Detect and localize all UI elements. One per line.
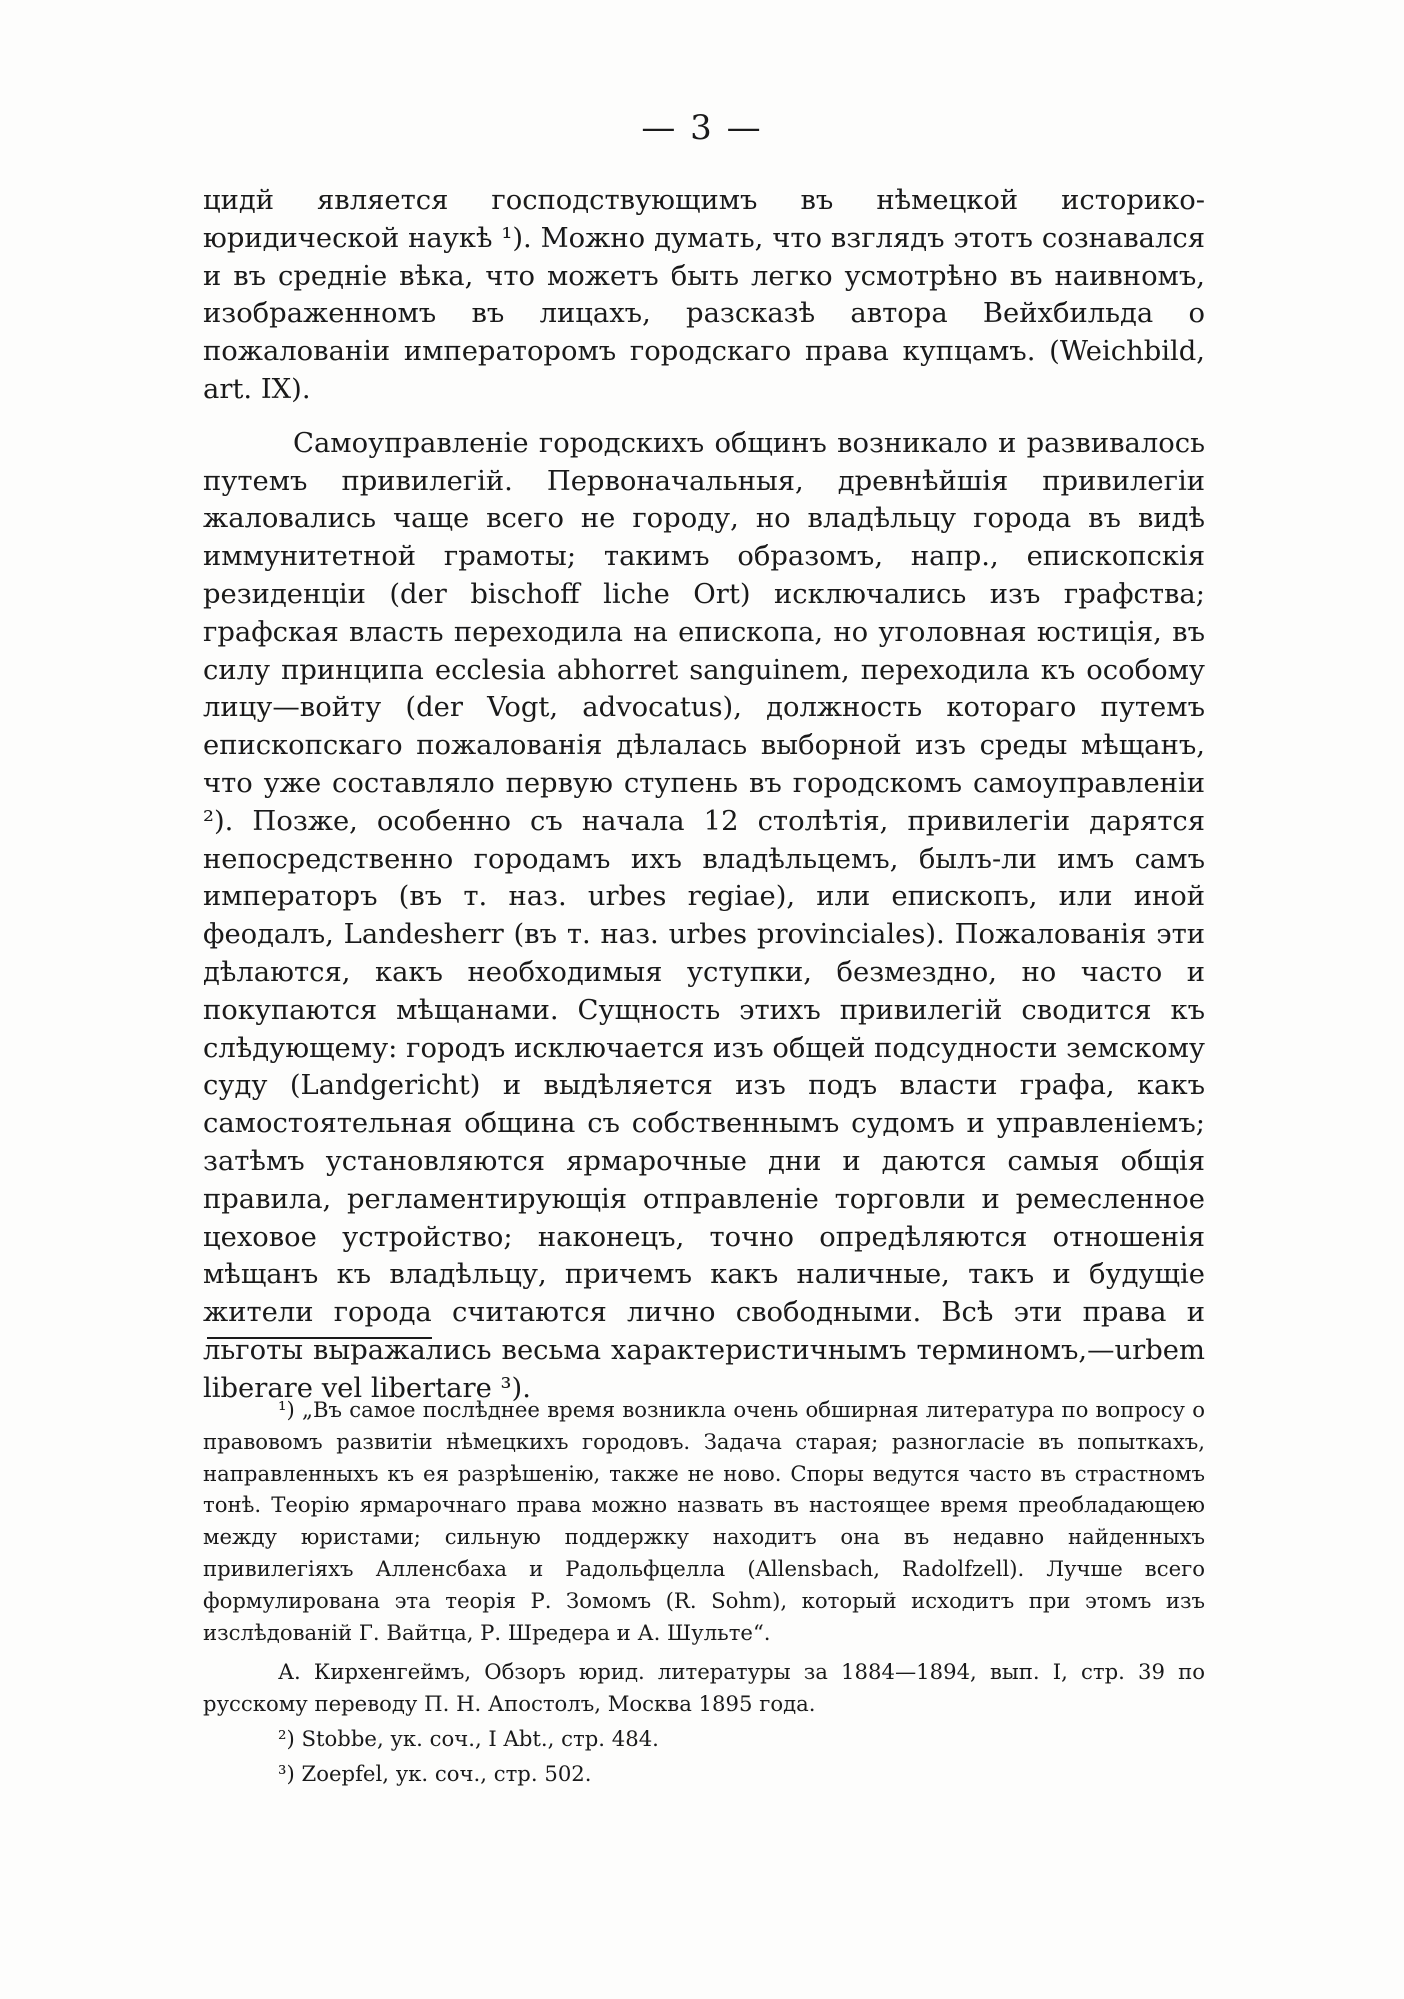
page-number: — 3 —	[641, 108, 763, 148]
footnote-1-source: А. Кирхенгеймъ, Обзоръ юрид. литературы за 1884—1894, вып. I, стр. 39 по русскому переводу П. Н. Апостолъ, Москва 1895 года.	[203, 1659, 1205, 1717]
paragraph-continuation: цидй является господствующимъ въ нѣмецкой историко-юридической наукѣ ¹). Можно думать, что взглядъ этотъ сознавался и въ средніе вѣка, что можетъ быть легко усмотрѣно въ наивномъ, изображенномъ въ лицахъ, разсказѣ автора Вейхбильда о пожалованіи императоромъ городскаго права купцамъ. (Weichbild, art. IX).	[203, 185, 1205, 405]
paragraph-self-government: Самоуправленіе городскихъ общинъ возникало и развивалось путемъ привилегій. Первоначальныя, древнѣйшія привилегіи жаловались чаще всего не городу, но владѣльцу города въ видѣ иммунитетной грамоты; такимъ образомъ, напр., епископскія резиденціи (der bischoff liche Ort) исключались изъ графства; графская власть переходила на епископа, но уголовная юстиція, въ силу принципа ecclesia abhorret sanguinem, переходила къ особому лицу—войту (der Vogt, advocatus), должность котораго путемъ епископскаго пожалованія дѣлалась выборной изъ среды мѣщанъ, что уже составляло первую ступень въ городскомъ самоуправленіи ²). Позже, особенно съ начала 12 столѣтія, привилегіи дарятся непосредственно городамъ ихъ владѣльцемъ, былъ-ли имъ самъ императоръ (въ т. наз. urbes regiae), или епископъ, или иной феодалъ, Landesherr (въ т. наз. urbes provinciales). Пожалованія эти дѣлаются, какъ необходимыя уступки, безмездно, но часто и покупаются мѣщанами. Сущность этихъ привилегій сводится къ слѣдующему: городъ исключается изъ общей подсудности земскому суду (Landgericht) и выдѣляется изъ подъ власти графа, какъ самостоятельная община съ собственнымъ судомъ и управленіемъ; затѣмъ установляются ярмарочные дни и даются самыя общія правила, регламентирующія отправленіе торговли и ремесленное цеховое устройство; наконецъ, точно опредѣляются отношенія мѣщанъ къ владѣльцу, причемъ какъ наличные, такъ и будущіе жители города считаются лично свободными. Всѣ эти права и льготы выражались весьма характеристичнымъ терминомъ,—urbem liberare vel libertare ³).	[203, 427, 1205, 1404]
footnote-3: ³) Zoepfel, ук. соч., стр. 502.	[278, 1760, 592, 1786]
main-text	[203, 182, 1205, 1408]
footnote-1: ¹) „Въ самое послѣднее время возникла очень обширная литература по вопросу о правовомъ развитіи нѣмецкихъ городовъ. Задача старая; разногласіе въ попыткахъ, направленныхъ къ ея разрѣшенію, также не ново. Споры ведутся часто въ страстномъ тонѣ. Теорію ярмарочнаго права можно назвать въ настоящее время преобладающею между юристами; сильную поддержку находитъ она въ недавно найденныхъ привилегіяхъ Алленсбаха и Радольфцелла (Allensbach, Radolfzell). Лучше всего формулирована эта теорія Р. Зомомъ (R. Sohm), который исходитъ при этомъ изъ изслѣдованій Г. Вайтца, Р. Шредера и А. Шульте“.	[203, 1397, 1205, 1645]
footnotes	[203, 1394, 1205, 1790]
footnote-2: ²) Stobbe, ук. соч., I Abt., стр. 484.	[278, 1725, 659, 1751]
footnote-divider	[207, 1337, 432, 1339]
